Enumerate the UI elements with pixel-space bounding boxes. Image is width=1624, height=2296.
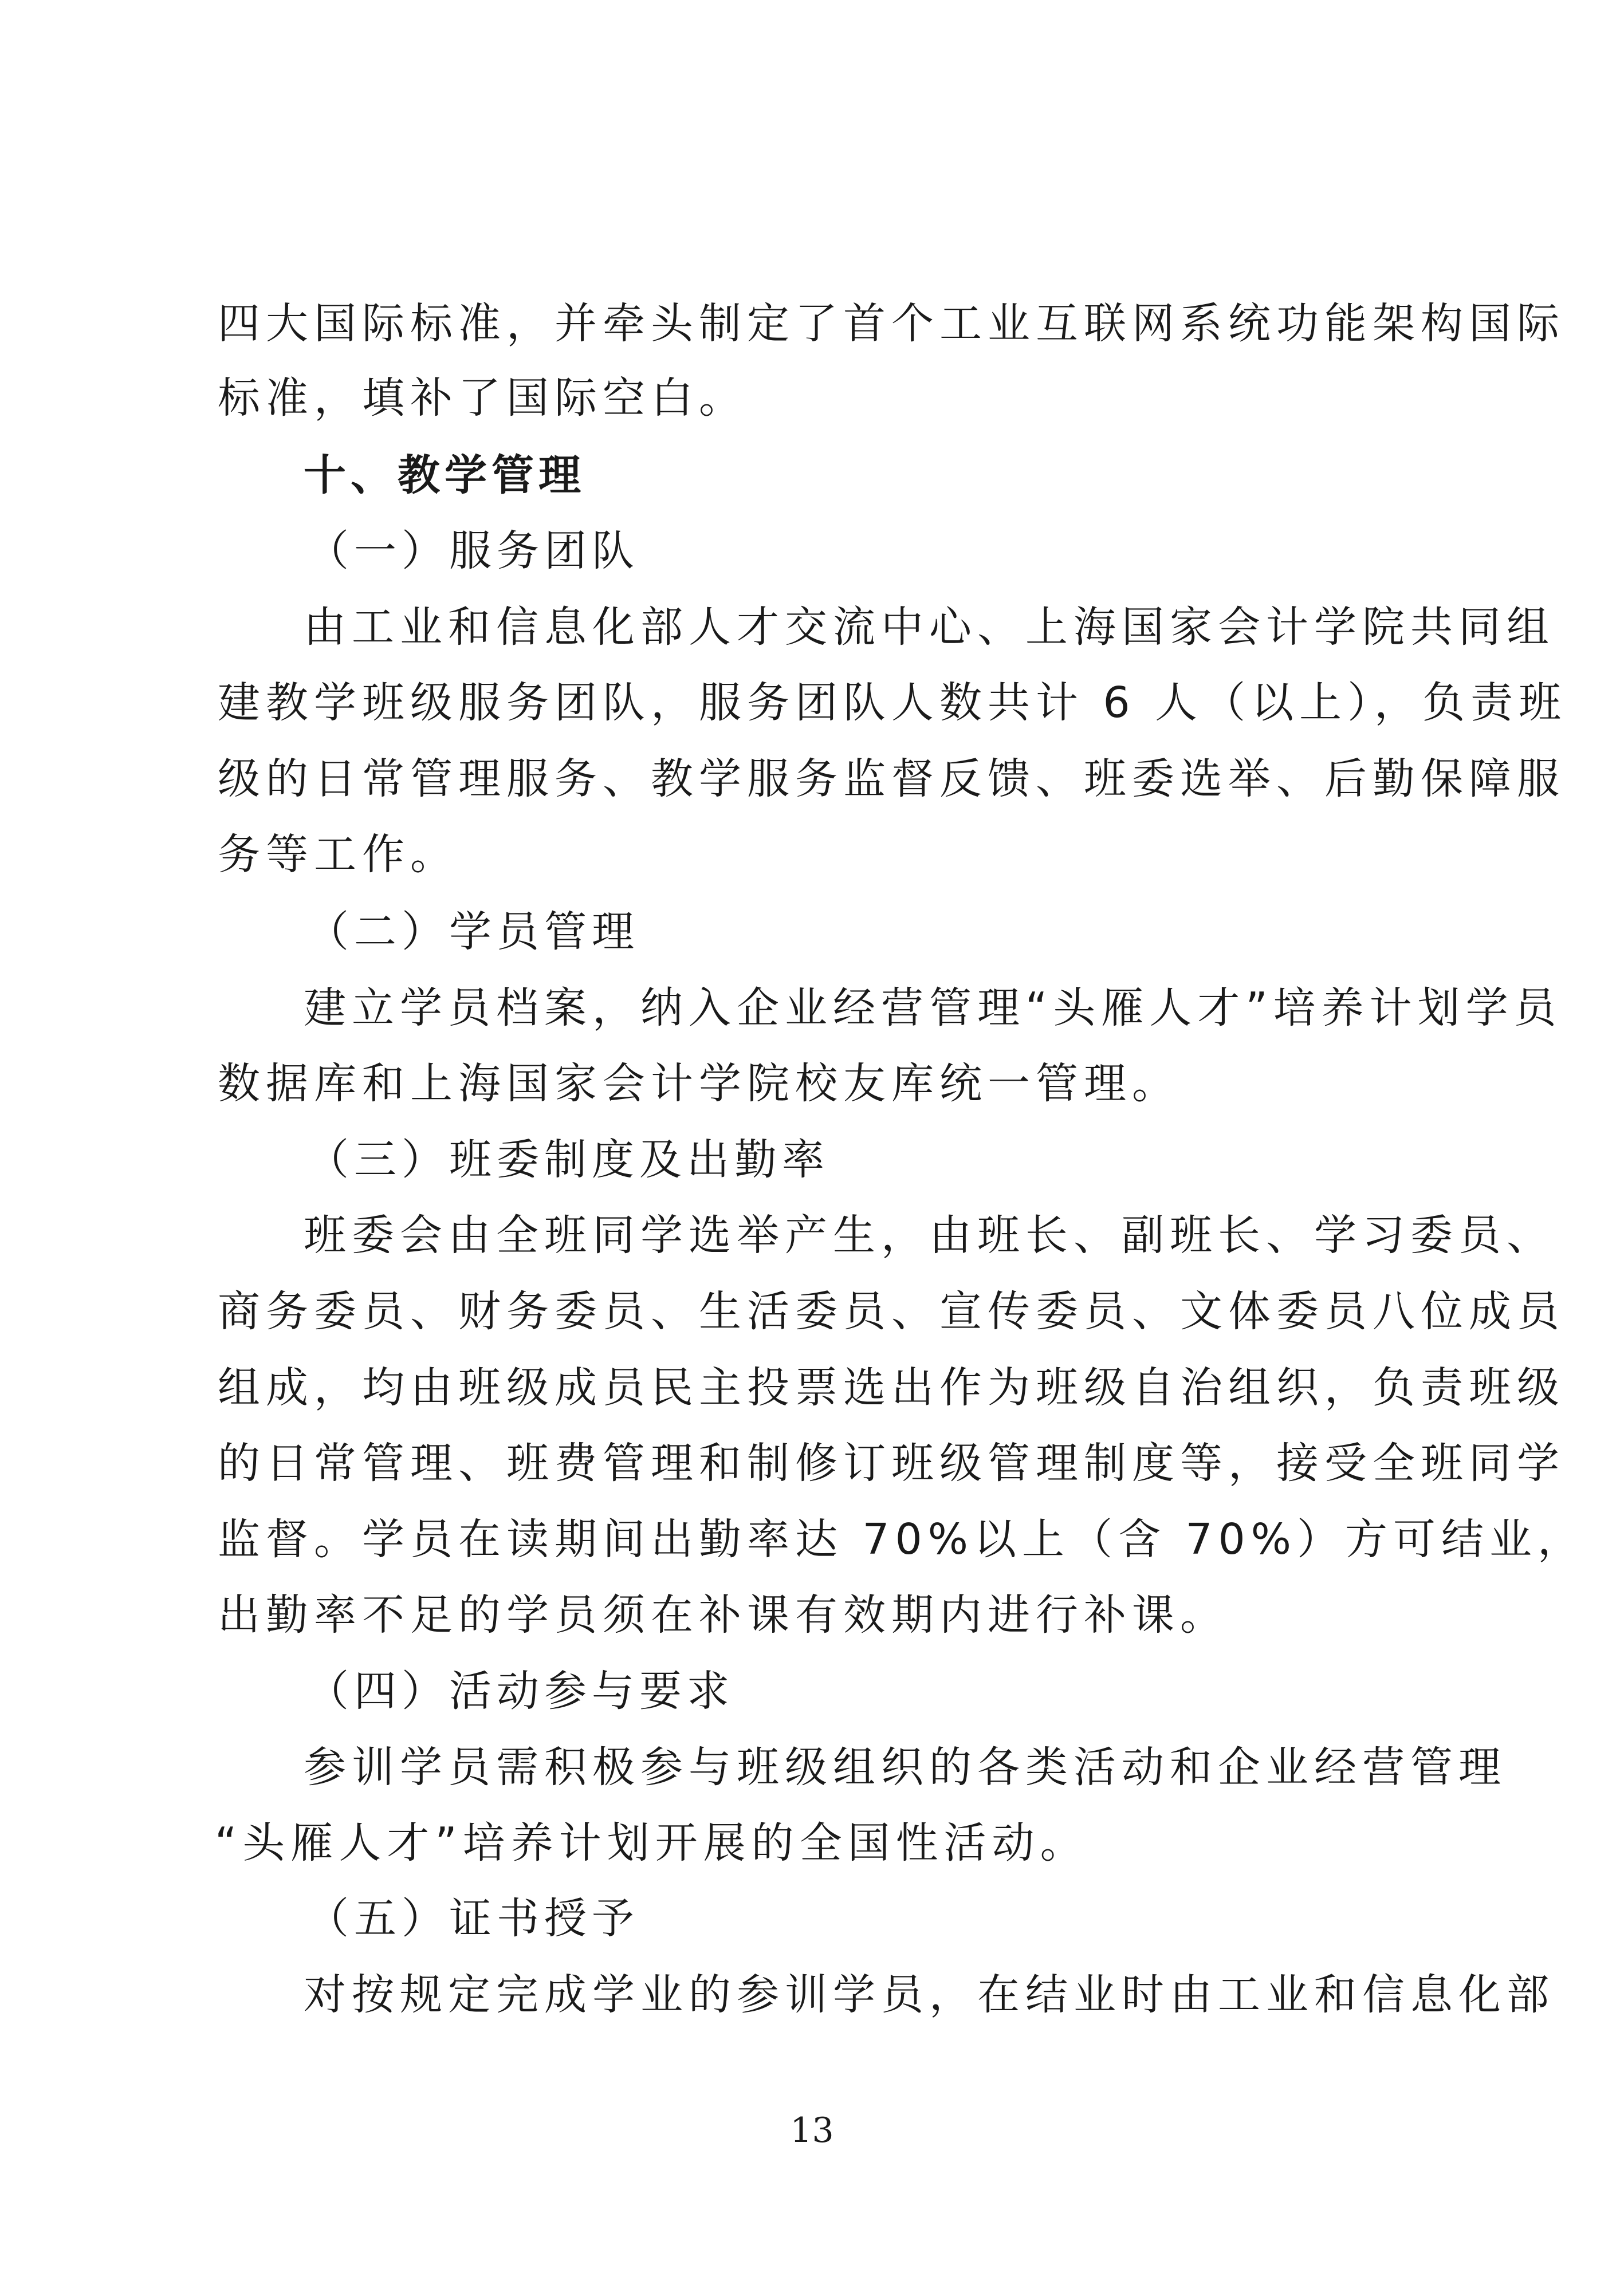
subsection-heading: （一）服务团队 — [306, 526, 639, 576]
body-text-line: 四大国际标准，并牵头制定了首个工业互联网系统功能架构国际 — [218, 299, 1565, 348]
subsection-heading: （五）证书授予 — [306, 1894, 639, 1943]
body-text-line: 出勤率不足的学员须在补课有效期内进行补课。 — [218, 1590, 1228, 1640]
subsection-heading: （二）学员管理 — [306, 907, 639, 956]
body-text-line: 建立学员档案，纳入企业经营管理“头雁人才”培养计划学员 — [304, 983, 1562, 1033]
section-heading: 十、教学管理 — [304, 451, 585, 500]
body-text-line: 商务委员、财务委员、生活委员、宣传委员、文体委员八位成员 — [218, 1287, 1565, 1336]
body-text-line: 建教学班级服务团队，服务团队人数共计 6 人（以上），负责班 — [218, 678, 1567, 727]
body-text-line: 务等工作。 — [218, 830, 458, 879]
body-text-line: 级的日常管理服务、教学服务监督反馈、班委选举、后勤保障服 — [218, 754, 1565, 804]
subsection-heading: （四）活动参与要求 — [306, 1667, 734, 1716]
body-text-line: 参训学员需积极参与班级组织的各类活动和企业经营管理 — [304, 1743, 1507, 1792]
body-text-line: 组成，均由班级成员民主投票选出作为班级自治组织，负责班级 — [218, 1363, 1565, 1412]
body-text-line: 的日常管理、班费管理和制修订班级管理制度等，接受全班同学 — [218, 1439, 1565, 1488]
body-text-line: 标准，填补了国际空白。 — [218, 373, 747, 423]
body-text-line: 数据库和上海国家会计学院校友库统一管理。 — [218, 1059, 1180, 1108]
body-text-line: 由工业和信息化部人才交流中心、上海国家会计学院共同组 — [304, 602, 1555, 652]
page-number: 13 — [790, 2110, 834, 2151]
body-text-line: “头雁人才”培养计划开展的全国性活动。 — [215, 1818, 1088, 1868]
subsection-heading: （三）班委制度及出勤率 — [306, 1135, 829, 1184]
body-text-line: 对按规定完成学业的参训学员，在结业时由工业和信息化部 — [304, 1970, 1555, 2019]
body-text-line: 班委会由全班同学选举产生，由班长、副班长、学习委员、 — [304, 1211, 1555, 1260]
body-text-line: 监督。学员在读期间出勤率达 70%以上（含 70%）方可结业， — [218, 1515, 1586, 1564]
